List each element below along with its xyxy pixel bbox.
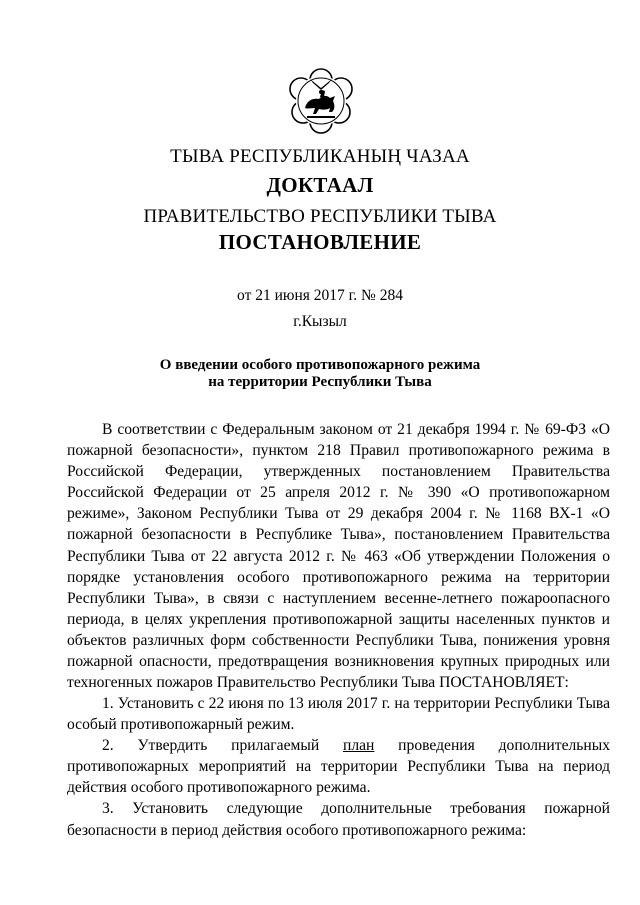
coat-of-arms-emblem bbox=[283, 64, 359, 138]
item-2-text-end: проведения дополнительных противопожарных мероприятий на территории Республики Тыва на период действия особого противопожарного режима. bbox=[67, 737, 610, 797]
header-postanovlenie: ПОСТАНОВЛЕНИЕ bbox=[218, 230, 422, 254]
document-city: г.Кызыл bbox=[293, 313, 347, 330]
title-line-2: на территории Республики Тыва bbox=[208, 374, 432, 390]
item-3: 3. Установить следующие дополнительные требования пожарной безопасности в период действия особого противопожарного режима: bbox=[67, 800, 610, 839]
document-date: от 21 июня 2017 г. № 284 bbox=[237, 287, 403, 304]
item-2 bbox=[67, 735, 610, 798]
title-line-1: О введении особого противопожарного режима bbox=[159, 357, 481, 373]
header-government: ПРАВИТЕЛЬСТВО РЕСПУБЛИКИ ТЫВА bbox=[143, 206, 497, 227]
item-2-text-start: 2. Утвердить прилагаемый bbox=[102, 737, 343, 755]
preamble-paragraph: В соответствии с Федеральным законом от 21 декабря 1994 г. № 69-ФЗ «О пожарной безопасности», пунктом 218 Правил противопожарного режима в Российской Федерации, утвержденных постановлением Правительства Российской Федерации от 25 апреля 2012 г. № 390 «О противопожарном режиме», Законом Республики Тыва от 29 декабря 2004 г. № 1168 ВХ-1 «О пожарной безопасности в Республике Тыва», постановлением Правительства Республики Тыва от 22 августа 2012 г. № 463 «Об утверждении Положения о порядке установления особого противопожарного режима на территории Республики Тыва», в связи с наступлением весенне-летнего пожароопасного периода, в целях укрепления противопожарной защиты населенных пунктов и объектов различных форм собственности Республики Тыва, понижения уровня пожарной опасности, предотвращения возникновения крупных природных или техногенных пожаров Правительство Республики Тыва ПОСТАНОВЛЯЕТ: bbox=[67, 421, 610, 692]
plan-link[interactable]: план bbox=[343, 737, 375, 755]
items-block bbox=[67, 693, 610, 841]
header-doktaal: ДОКТААЛ bbox=[266, 173, 374, 197]
header-line-tuvan: ТЫВА РЕСПУБЛИКАНЫҢ ЧАЗАА bbox=[170, 146, 470, 167]
document-title bbox=[0, 357, 640, 391]
item-1: 1. Установить с 22 июня по 13 июля 2017 г. на территории Республики Тыва особый противопожарный режим. bbox=[67, 695, 610, 734]
preamble-block bbox=[67, 419, 610, 693]
